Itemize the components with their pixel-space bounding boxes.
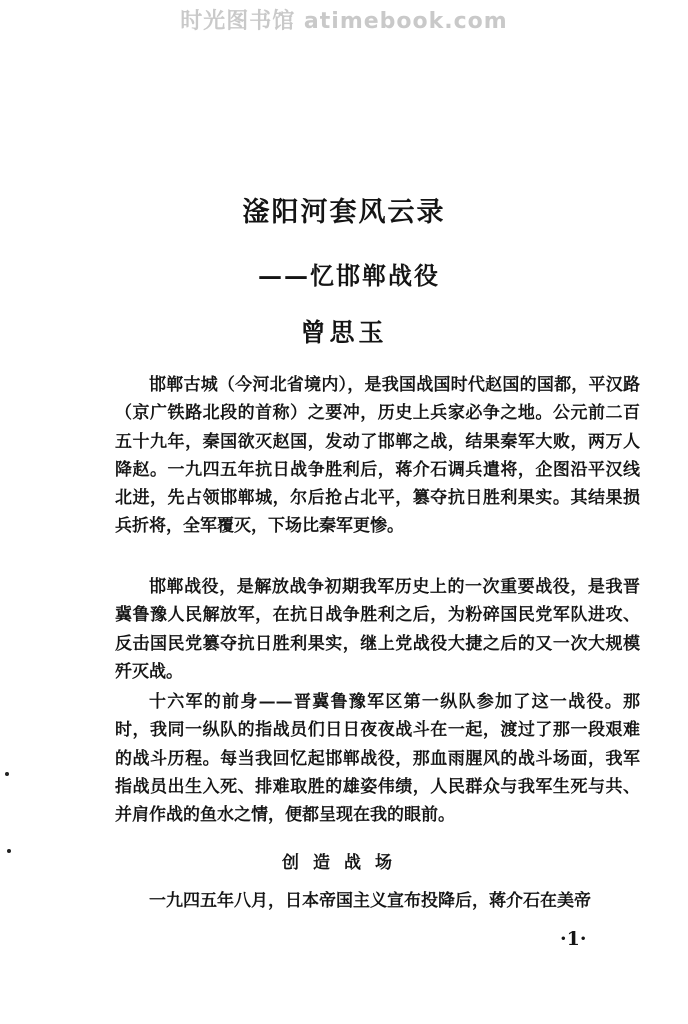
watermark: 时光图书馆 atimebook.com	[180, 9, 508, 34]
paragraph-2: 邯郸战役，是解放战争初期我军历史上的一次重要战役，是我晋冀鲁豫人民解放军，在抗日战争胜利之后，为粉碎国民党军队进攻、反击国民党篡夺抗日胜利果实，继上党战役大捷之后的又一次大规模歼灭战。	[115, 577, 640, 682]
paragraph-4: 一九四五年八月，日本帝国主义宣布投降后，蒋介石在美帝	[149, 891, 591, 911]
scan-speck	[5, 772, 9, 776]
article-subtitle: ——忆邯郸战役	[258, 261, 440, 290]
scan-speck	[7, 849, 11, 853]
paragraph-1: 邯郸古城（今河北省境内），是我国战国时代赵国的国都，平汉路（京广铁路北段的首称）之要冲，历史上兵家必争之地。公元前二百五十九年，秦国欲灭赵国，发动了邯郸之战，结果秦军大败，两万人降赵。一九四五年抗日战争胜利后，蒋介石调兵遣将，企图沿平汉线北进，先占领邯郸城，尔后抢占北平，篡夺抗日胜利果实。其结果损兵折将，全军覆灭，下场比秦军更惨。	[115, 375, 640, 537]
section-heading: 创造战场	[282, 853, 406, 873]
paragraph-3: 十六军的前身——晋冀鲁豫军区第一纵队参加了这一战役。那时，我同一纵队的指战员们日日夜夜战斗在一起，渡过了那一段艰难的战斗历程。每当我回忆起邯郸战役，那血雨腥风的战斗场面，我军指战员出生入死、排难取胜的雄姿伟绩，人民群众与我军生死与共、并肩作战的鱼水之情，便都呈现在我的眼前。	[115, 692, 640, 826]
article-title: 滏阳河套风云录	[242, 197, 446, 228]
author-name: 曾思玉	[300, 318, 388, 347]
page-number: ·1·	[560, 928, 587, 950]
